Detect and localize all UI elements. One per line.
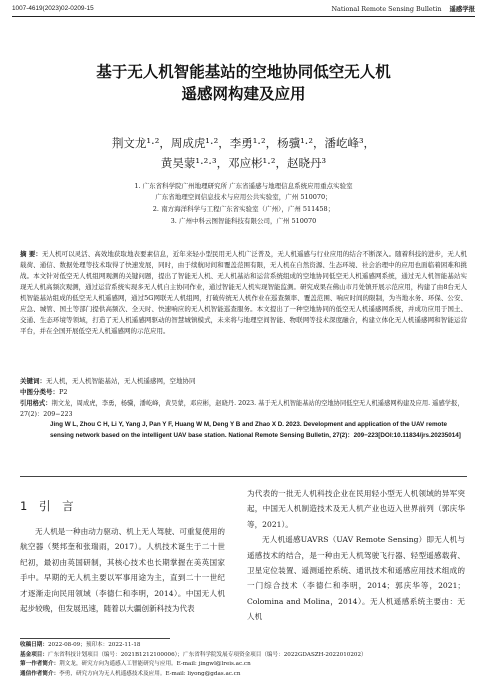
paper-title-line-2: 遥感网构建及应用 <box>181 85 306 103</box>
citation-label: 引用格式： <box>20 400 52 407</box>
author-list-line-1: 荆文龙¹·²，周成虎¹·²，李勇¹·²，杨骥¹·²，潘屹峰³， <box>111 136 376 150</box>
header-rule <box>12 16 475 17</box>
section-heading-introduction: 1 引 言 <box>20 499 78 513</box>
author-list-line-2: 黄昊蒙¹·²·³，邓应彬¹·²，赵晓丹³ <box>160 156 327 170</box>
journal-name <box>331 3 475 15</box>
affiliation-2: 2. 南方海洋科学与工程广东省实验室（广州），广州 511458； <box>152 205 335 213</box>
footnote-first-author: 第一作者简介：荆文龙，研究方向为遥感人工智能研究与应用。E-mail: jingwl@lreis.ac.cn <box>20 661 251 668</box>
citation-en: Jing W L, Zhou C H, Li Y, Yang J, Pan Y F, Huang W M, Deng Y B and Zhao X D. 2023. Development and application of the UAV remote sensing network based on the intelligent UAV base station. National Remote Sensing Bulletin, 27(2)：209−223[DOI:10.11834/jrs.20235014] <box>50 421 461 439</box>
abstract-label: 摘 要： <box>20 250 42 258</box>
intro-paragraph-1-cont: 为代表的一批无人机科技企业在民用轻小型无人机领域的异军突起，中国无人机制造技术及无人机产业也迈入世界前列（郭庆华等，2021）。 <box>247 489 465 529</box>
paper-title-line-1: 基于无人机智能基站的空地协同低空无人机 <box>96 63 391 81</box>
abstract-text: 无人机可以灵活、高效地获取地表要素信息，近年来轻小型民用无人机广泛普及，无人机遥感与行业应用的结合不断深入。随着科技的进步，无人机载荷、通信、数据处理等技术取得了快速发展，同时，由于续航时间和覆盖范围有限，无人机在自然资源、生态环境、社会治理中的应用也面临着困难和挑战。本文针对低空无人机组网观测的关键问题，提出了智能无人机、无人机基站和运营系统组成的空地协同低空无人机遥感网系统，通过无人机智能基站实现无人机高频次观测，通过运营系统实现多无人机自主协同作业，通过智能无人机实现智能监测。研究成果在佛山市月处镇开展示范应用，构建了由8台无人机智能基站组成的低空无人机遥感网，通过5G网联无人机组网，打破传统无人机作业在巡查频率、覆盖范围、响应时间的限制，为当地水务、环保、公安、应急、城管、国土等部门提供高频次、全天时、快速响应的无人机智能巡查服务。本文提出了一种空地协同的低空无人机遥感网系统，并成功应用于国土、交通、生态环境等领域，打造了无人机遥感网驱动的智慧城镇模式，未来将与地理空间智能、物联网等技术深度融合，构建立体化无人机遥感网和智能运营平台，并在全国开展低空无人机遥感网的示范应用。 <box>20 250 468 335</box>
running-header <box>12 3 475 15</box>
footnote-rule <box>20 638 170 639</box>
footnote-fund: 基金项目：广东省科技计划项目（编号：2021B1212100006）；广东省科学院发展专项资金项目（编号：2022GDASZH-2022010202） <box>20 651 367 658</box>
footnote-received: 收稿日期：2022-08-09；预印本：2022-11-18 <box>20 642 141 648</box>
citation-format <box>20 399 467 441</box>
intro-paragraph-2: 无人机遥感UAVRS（UAV Remote Sensing）即无人机与遥感技术的结合，是一种由无人机驾驶飞行器、轻型遥感载荷、卫星定位装置、遥测遥控系统、通讯技术和遥感应用技术组成的一门综合技术（李德仁和李明，2014；郭庆华等，2021；Colomina and Molina，2014）。无人机遥感系统主要由：无人机 <box>247 535 465 622</box>
footnotes <box>20 641 467 679</box>
abstract-divider <box>20 476 467 477</box>
body-column-right <box>247 486 465 625</box>
intro-paragraph-1: 无人机是一种由动力驱动、机上无人驾驶、可重复使用的航空器（樊邦奎和张瑞雨，2017）。人机技术诞生于二十世纪初，最初由英国研制，其核心技术也长期掌握在美英国家手中。早期的无人机主要以军事用途为主，直到二十一世纪才逐渐走向民用领域（李德仁和李明，2014）。中国无人机起步较晚，但发展迅速，随着以大疆创新科技为代表 <box>20 527 225 614</box>
journal-name-en: National Remote Sensing Bulletin <box>331 5 442 13</box>
abstract <box>20 249 467 337</box>
issn-code: 1007-4619(2023)02-0209-15 <box>12 5 94 12</box>
body-column-left <box>20 486 225 616</box>
affiliation-3: 3. 广州中科云图智能科技有限公司，广州 510070 <box>170 217 317 225</box>
clc-text: P2 <box>59 388 68 396</box>
affiliation-1-cont: 广东省地理空间信息技术与应用公共实验室，广州 510070； <box>155 193 332 201</box>
keywords-text: 无人机，无人机智能基站，无人机遥感网，空地协同 <box>46 377 196 385</box>
footnote-corresponding-author: 通信作者简介：李勇，研究方向为无人机遥感技术及应用。E-mail: liyong@gdas.ac.cn <box>20 670 241 677</box>
clc-label: 中图分类号： <box>20 388 59 396</box>
keywords <box>20 376 467 387</box>
affiliation-1: 1. 广东省科学院广州地理研究所 广东省遥感与地理信息系统应用重点实验室 <box>134 182 353 190</box>
keywords-label: 关键词： <box>20 377 46 385</box>
citation-cn: 荆文龙，周成虎，李勇，杨骥，潘屹峰，黄昊蒙，邓应彬，赵晓丹. 2023. 基于无人机智能基站的空地协同低空无人机遥感网构建及应用. 遥感学报，27(2)：209−223 <box>20 400 464 418</box>
journal-name-cn: 遥感学报 <box>449 5 475 13</box>
classification-number <box>20 387 467 398</box>
